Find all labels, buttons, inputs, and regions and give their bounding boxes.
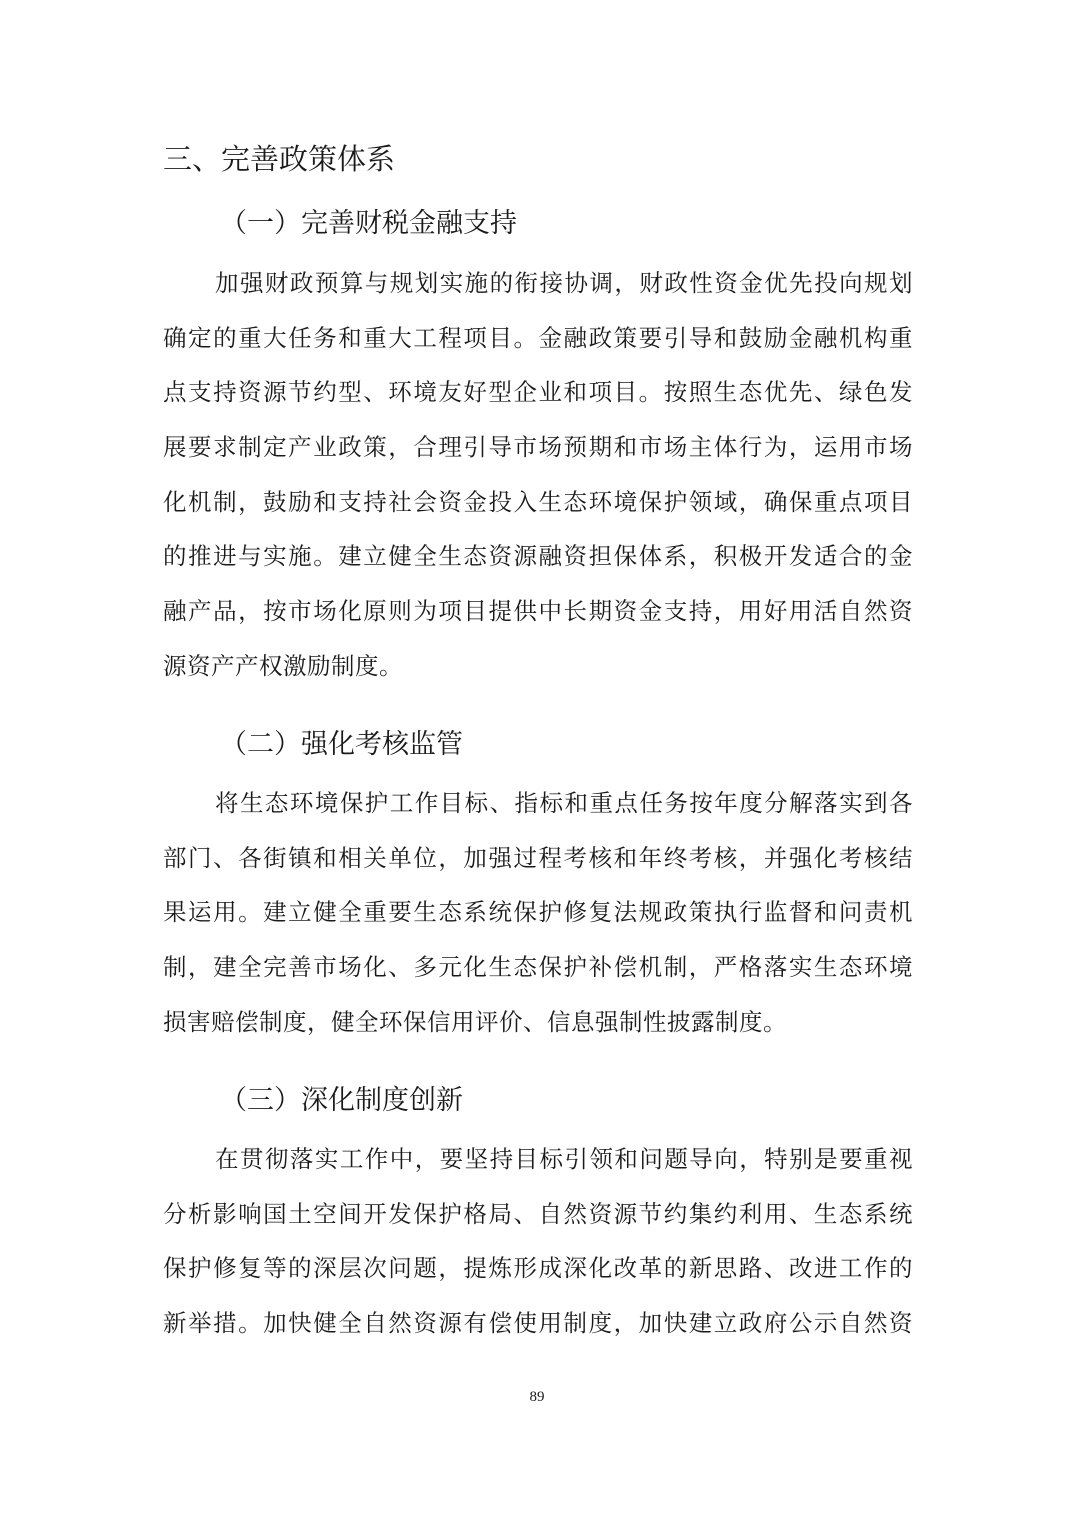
subsection-title-3: （三）深化制度创新 [220, 1085, 463, 1116]
paragraph-line: 的推进与实施。建立健全生态资源融资担保体系，积极开发适合的金 [163, 542, 913, 571]
paragraph-line: 化机制，鼓励和支持社会资金投入生态环境保护领域，确保重点项目 [163, 487, 913, 516]
paragraph-line: 新举措。加快健全自然资源有偿使用制度，加快建立政府公示自然资 [163, 1309, 913, 1338]
paragraph-line: 点支持资源节约型、环境友好型企业和项目。按照生态优先、绿色发 [163, 378, 913, 407]
paragraph-line: 展要求制定产业政策，合理引导市场预期和市场主体行为，运用市场 [163, 433, 913, 462]
paragraph-1 [163, 256, 913, 694]
paragraph-line: 融产品，按市场化原则为项目提供中长期资金支持，用好用活自然资 [163, 597, 913, 626]
page-number: 89 [529, 1389, 545, 1405]
subsection-title-2: （二）强化考核监管 [220, 729, 463, 760]
paragraph-line: 将生态环境保护工作目标、指标和重点任务按年度分解落实到各 [215, 789, 913, 817]
paragraph-2 [163, 776, 913, 1049]
paragraph-3 [163, 1132, 913, 1351]
paragraph-line: 加强财政预算与规划实施的衔接协调，财政性资金优先投向规划 [215, 269, 913, 297]
subsection-title-1: （一）完善财税金融支持 [220, 208, 517, 239]
paragraph-line: 果运用。建立健全重要生态系统保护修复法规政策执行监督和问责机 [163, 898, 913, 927]
paragraph-line: 制，建全完善市场化、多元化生态保护补偿机制，严格落实生态环境 [163, 953, 913, 982]
section-title: 三、完善政策体系 [163, 142, 396, 176]
paragraph-line: 分析影响国土空间开发保护格局、自然资源节约集约利用、生态系统 [163, 1199, 913, 1228]
paragraph-line: 保护修复等的深层次问题，提炼形成深化改革的新思路、改进工作的 [163, 1254, 913, 1283]
paragraph-line: 确定的重大任务和重大工程项目。金融政策要引导和鼓励金融机构重 [163, 323, 913, 352]
paragraph-line: 在贯彻落实工作中，要坚持目标引领和问题导向，特别是要重视 [215, 1145, 913, 1173]
paragraph-line: 损害赔偿制度，健全环保信用评价、信息强制性披露制度。 [163, 1007, 787, 1036]
paragraph-line: 部门、各街镇和相关单位，加强过程考核和年终考核，并强化考核结 [163, 843, 913, 872]
paragraph-line: 源资产产权激励制度。 [163, 651, 403, 680]
